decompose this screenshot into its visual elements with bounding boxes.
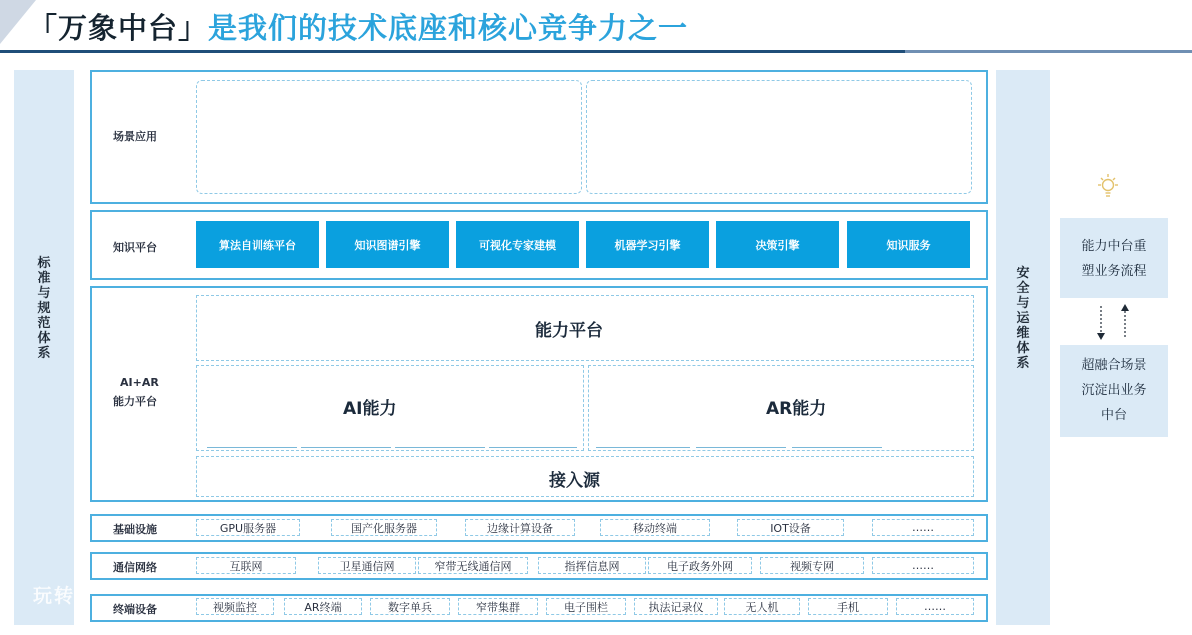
capability-platform-title: 能力平台	[535, 321, 603, 341]
ai-capability-title: AI能力	[343, 399, 397, 419]
ai-capability-underline	[395, 447, 485, 448]
ai-capability-underline	[301, 447, 391, 448]
network-item: 卫星通信网	[318, 557, 416, 574]
security-column	[996, 70, 1050, 625]
title-suffix: 是我们的技术底座和核心竞争力之一	[208, 11, 689, 45]
scenario-card-line: 超融合场景	[1081, 358, 1147, 373]
ai-capability-underline	[489, 447, 577, 448]
terminal-item: 电子围栏	[546, 598, 626, 615]
network-item: 视频专网	[760, 557, 864, 574]
security-column-text: 安全与运维体系	[1016, 266, 1030, 371]
scene-slot-2	[586, 80, 972, 194]
ar-capability-underline	[696, 447, 786, 448]
knowledge-tile: 知识服务	[847, 221, 970, 268]
scenario-card-line: 中台	[1100, 408, 1127, 423]
ar-capability-title: AR能力	[766, 399, 827, 419]
knowledge-tile: 知识图谱引擎	[326, 221, 449, 268]
knowledge-layer-label: 知识平台	[113, 241, 157, 254]
terminal-item: 窄带集群	[458, 598, 538, 615]
title-prefix: 「万象中台」	[28, 11, 209, 45]
infra-layer-label: 基础设施	[113, 523, 157, 536]
double-arrow-icon	[1090, 302, 1136, 342]
process-card-line: 能力中台重	[1081, 239, 1147, 254]
knowledge-tile: 决策引擎	[716, 221, 839, 268]
network-item: 指挥信息网	[538, 557, 646, 574]
terminal-item: 数字单兵	[370, 598, 450, 615]
lightbulb-icon	[1094, 172, 1122, 200]
network-item: 窄带无线通信网	[418, 557, 528, 574]
standards-column	[14, 70, 74, 625]
title-underline-accent	[905, 50, 1192, 53]
infra-item: 边缘计算设备	[465, 519, 575, 536]
network-item: ……	[872, 557, 974, 574]
ai-capability-underline	[207, 447, 297, 448]
infra-item: GPU服务器	[196, 519, 300, 536]
process-card	[1060, 218, 1168, 298]
infra-item: 国产化服务器	[331, 519, 437, 536]
knowledge-tile: 机器学习引擎	[586, 221, 709, 268]
terminal-item: 执法记录仪	[634, 598, 718, 615]
scenario-card-line: 沉淀出业务	[1081, 383, 1147, 398]
ar-capability-underline	[596, 447, 690, 448]
knowledge-tile: 算法自训练平台	[196, 221, 319, 268]
scene-layer-label: 场景应用	[113, 130, 157, 143]
watermark: 玩转	[33, 585, 76, 607]
scenario-card	[1060, 345, 1168, 437]
ar-capability-underline	[792, 447, 882, 448]
page-title	[28, 6, 688, 47]
network-layer-label: 通信网络	[113, 561, 157, 574]
aiar-layer-label-line1: AI+AR	[120, 376, 159, 389]
knowledge-tile: 可视化专家建模	[456, 221, 579, 268]
standards-column-text: 标准与规范体系	[37, 256, 51, 361]
network-item: 电子政务外网	[648, 557, 752, 574]
terminal-item: 手机	[808, 598, 888, 615]
terminal-item: AR终端	[284, 598, 362, 615]
infra-item: ……	[872, 519, 974, 536]
process-card-line: 塑业务流程	[1081, 264, 1147, 279]
terminal-item: 无人机	[724, 598, 800, 615]
infra-item: 移动终端	[600, 519, 710, 536]
network-item: 互联网	[196, 557, 296, 574]
scene-slot-1	[196, 80, 582, 194]
aiar-layer-label-line2: 能力平台	[113, 395, 157, 408]
terminal-layer-label: 终端设备	[113, 603, 157, 616]
terminal-item: 视频监控	[196, 598, 274, 615]
infra-item: IOT设备	[737, 519, 844, 536]
terminal-item: ……	[896, 598, 974, 615]
access-source-title: 接入源	[549, 471, 600, 491]
